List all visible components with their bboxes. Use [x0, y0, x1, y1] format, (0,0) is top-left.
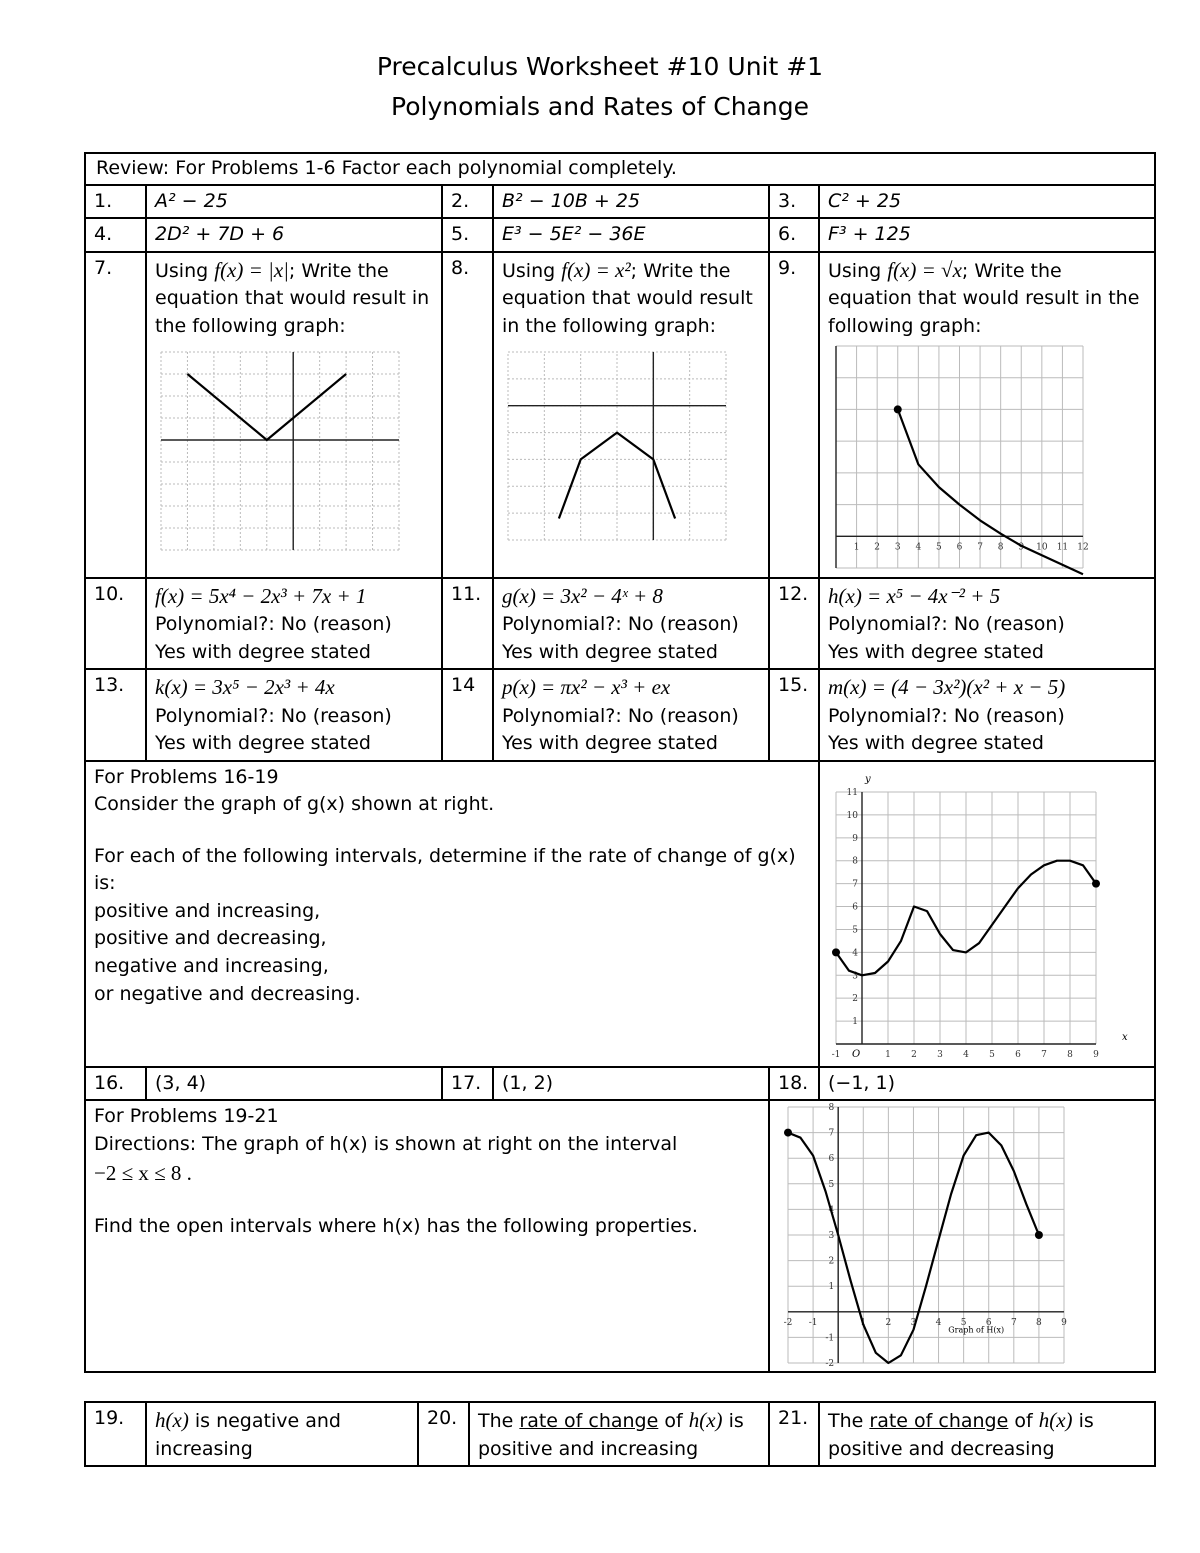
x-tick-label: 3 [937, 1049, 943, 1060]
polynomial-prompt: Polynomial?: No (reason) [155, 704, 392, 727]
factor-expression: C² + 25 [819, 185, 1155, 219]
series-line [898, 410, 1083, 575]
interval: (−1, 1) [819, 1067, 1155, 1101]
problem-9 [819, 252, 1155, 578]
problem-number: 18. [769, 1067, 819, 1101]
polynomial-prompt: Polynomial?: No (reason) [155, 613, 392, 636]
x-tick-label: 11 [1056, 542, 1069, 553]
origin-label: O [852, 1048, 861, 1060]
problem-number: 16. [85, 1067, 146, 1101]
x-tick-label: 4 [935, 1318, 942, 1329]
problem-11 [493, 578, 769, 670]
x-tick-label: -2 [783, 1318, 793, 1329]
x-tick-label: 12 [1077, 542, 1089, 553]
x-tick-label: 7 [1010, 1318, 1017, 1329]
problem-number: 7. [85, 252, 146, 578]
x-tick-label: 7 [977, 542, 983, 553]
polynomial-prompt: Polynomial?: No (reason) [502, 704, 739, 727]
interval-text: For each of the following intervals, determine if the rate of change of g(x) is: [94, 844, 796, 895]
x-tick-label: 6 [985, 1318, 992, 1329]
problem-number: 12. [769, 578, 819, 670]
review-row [85, 153, 1155, 185]
x-tick-label: 9 [1018, 542, 1025, 553]
problem-text: is positive and decreasing [828, 1410, 1094, 1460]
rate-section-h [85, 1100, 1155, 1372]
factor-expression: B² − 10B + 25 [493, 185, 769, 219]
section-heading: For Problems 19-21 [94, 1105, 279, 1128]
polynomial-prompt: Polynomial?: No (reason) [502, 613, 739, 636]
y-tick-label: 5 [852, 925, 858, 936]
parent-function: f(x) = |x| [214, 257, 289, 282]
problem-7 [146, 252, 442, 578]
the-label: The [478, 1410, 514, 1432]
problem-number: 4. [85, 218, 146, 252]
parent-function: f(x) = x² [561, 257, 631, 282]
interval: (1, 2) [493, 1067, 769, 1101]
find-text: Find the open intervals where h(x) has the following properties. [94, 1214, 698, 1237]
problem-number: 6. [769, 218, 819, 252]
y-tick-label: -2 [825, 1359, 835, 1370]
interval: (3, 4) [146, 1067, 442, 1101]
series-line [187, 374, 346, 440]
x-axis-label: x [1122, 1031, 1128, 1043]
option-1: positive and increasing, [94, 899, 321, 922]
x-tick-label: -1 [808, 1318, 818, 1329]
factor-expression: E³ − 5E² − 36E [493, 218, 769, 252]
x-tick-label: 8 [1036, 1318, 1042, 1329]
using-label: Using [828, 259, 882, 282]
of-label: of [1014, 1410, 1033, 1432]
y-tick-label: 7 [828, 1128, 835, 1139]
option-4: or negative and decreasing. [94, 982, 361, 1005]
g-instructions [85, 761, 819, 1067]
option-2: positive and decreasing, [94, 927, 327, 950]
problem-number: 13. [85, 669, 146, 761]
using-label: Using [502, 259, 556, 282]
y-tick-label: 2 [852, 993, 858, 1004]
problem-20 [469, 1402, 769, 1466]
function-expression: f(x) = 5x⁴ − 2x³ + 7x + 1 [155, 583, 367, 608]
using-label: Using [155, 259, 209, 282]
function-name: h(x) [155, 1408, 189, 1432]
problem-text: is positive and increasing [478, 1410, 744, 1460]
y-tick-label: -1 [825, 1333, 835, 1344]
y-tick-label: 8 [852, 856, 858, 867]
function-expression: p(x) = πx² − x³ + ex [502, 675, 671, 700]
x-tick-label: 4 [915, 542, 922, 553]
problem-text: ; Write the equation that would result in the following graph: [828, 259, 1140, 337]
y-tick-label: 8 [828, 1103, 835, 1114]
problem-21 [819, 1402, 1155, 1466]
x-tick-label: -1 [831, 1049, 841, 1060]
parent-function: f(x) = √x [887, 257, 962, 282]
y-tick-label: 10 [846, 810, 858, 821]
function-expression: k(x) = 3x⁵ − 2x³ + 4x [155, 675, 335, 700]
problem-text: is negative and increasing [155, 1410, 341, 1460]
problem-13 [146, 669, 442, 761]
graph-abs [155, 346, 405, 556]
rate-of-change-label: rate of change [869, 1410, 1009, 1432]
x-tick-label: 9 [1093, 1049, 1099, 1060]
problem-number: 17. [442, 1067, 493, 1101]
degree-prompt: Yes with degree stated [502, 732, 718, 755]
section-heading: For Problems 16-19 [94, 765, 279, 788]
h-instructions [85, 1100, 769, 1372]
y-tick-label: 2 [828, 1256, 835, 1267]
y-tick-label: 5 [828, 1180, 835, 1191]
endpoint-dot [1092, 879, 1100, 887]
problem-number: 11. [442, 578, 493, 670]
problem-number: 19. [85, 1402, 146, 1466]
function-name: h(x) [1038, 1408, 1073, 1432]
x-tick-label: 4 [963, 1049, 969, 1060]
x-tick-label: 2 [874, 542, 881, 553]
x-tick-label: 1 [860, 1318, 867, 1329]
y-tick-label: 1 [828, 1282, 835, 1293]
problem-number: 5. [442, 218, 493, 252]
endpoint-dot [1035, 1231, 1043, 1239]
graph-h [770, 1101, 1154, 1369]
h-graph-cell [769, 1100, 1155, 1372]
graph-parabola [502, 346, 732, 546]
y-axis-label: y [865, 773, 871, 785]
problem-number: 8. [442, 252, 493, 578]
x-tick-label: 5 [960, 1318, 967, 1329]
problem-10 [146, 578, 442, 670]
problem-text: ; Write the equation that would result in the following graph: [502, 259, 753, 337]
degree-prompt: Yes with degree stated [502, 640, 718, 663]
worksheet-subtitle: Polynomials and Rates of Change [391, 92, 809, 121]
y-tick-label: 1 [852, 1016, 858, 1027]
polynomial-prompt: Polynomial?: No (reason) [828, 704, 1065, 727]
x-tick-label: 2 [911, 1049, 917, 1060]
problem-14 [493, 669, 769, 761]
final-row-table [84, 1401, 1156, 1467]
rate-section-g [85, 761, 1155, 1067]
y-tick-label: 6 [852, 902, 858, 913]
x-tick-label: 3 [910, 1318, 917, 1329]
problem-number: 1. [85, 185, 146, 219]
x-tick-label: 5 [989, 1049, 995, 1060]
endpoint-dot [784, 1129, 792, 1137]
y-tick-label: 4 [852, 948, 858, 959]
rate-of-change-label: rate of change [519, 1410, 659, 1432]
directions-text: Directions: The graph of h(x) is shown at right on the interval [94, 1132, 678, 1155]
function-name: h(x) [688, 1408, 723, 1432]
y-tick-label: 7 [852, 879, 858, 890]
interval-row [85, 1067, 1155, 1101]
x-tick-label: 9 [1061, 1318, 1067, 1329]
function-expression: h(x) = x⁵ − 4x⁻² + 5 [828, 583, 1001, 608]
problem-number: 15. [769, 669, 819, 761]
x-tick-label: 5 [936, 542, 942, 553]
x-tick-label: 2 [885, 1318, 892, 1329]
y-tick-label: 9 [852, 833, 858, 844]
domain-interval: −2 ≤ x ≤ 8 . [94, 1161, 192, 1186]
function-expression: m(x) = (4 − 3x²)(x² + x − 5) [828, 675, 1066, 700]
factor-expression: A² − 25 [146, 185, 442, 219]
factor-expression: 2D² + 7D + 6 [146, 218, 442, 252]
degree-prompt: Yes with degree stated [155, 640, 371, 663]
polynomial-prompt: Polynomial?: No (reason) [828, 613, 1065, 636]
problem-number: 2. [442, 185, 493, 219]
consider-text: Consider the graph of g(x) shown at right. [94, 793, 495, 816]
review-instruction: Review: For Problems 1-6 Factor each polynomial completely. [85, 153, 1155, 185]
problem-number: 14 [442, 669, 493, 761]
x-tick-label: 10 [1036, 542, 1048, 553]
factor-row-1 [85, 185, 1155, 219]
function-expression: g(x) = 3x² − 4ˣ + 8 [502, 583, 663, 608]
option-3: negative and increasing, [94, 954, 329, 977]
y-tick-label: 3 [852, 970, 858, 981]
problem-text: ; Write the equation that would result in the following graph: [155, 259, 430, 337]
problem-number: 20. [418, 1402, 469, 1466]
degree-prompt: Yes with degree stated [828, 640, 1044, 663]
problem-19 [146, 1402, 418, 1466]
factor-expression: F³ + 125 [819, 218, 1155, 252]
graph-g [820, 762, 1132, 1062]
problem-8 [493, 252, 769, 578]
graph-sqrt [822, 340, 1087, 572]
factor-row-2 [85, 218, 1155, 252]
x-tick-label: 7 [1041, 1049, 1047, 1060]
degree-prompt: Yes with degree stated [828, 732, 1044, 755]
worksheet-title: Precalculus Worksheet #10 Unit #1 [376, 52, 824, 81]
graph-caption: Graph of H(x) [948, 1325, 1005, 1335]
endpoint-dot [894, 406, 902, 414]
x-tick-label: 6 [1015, 1049, 1021, 1060]
x-tick-label: 8 [997, 542, 1004, 553]
y-tick-label: 11 [846, 787, 858, 798]
x-tick-label: 1 [885, 1049, 891, 1060]
problem-15 [819, 669, 1155, 761]
problem-number: 3. [769, 185, 819, 219]
x-tick-label: 8 [1067, 1049, 1073, 1060]
final-row [85, 1402, 1155, 1466]
worksheet-table [84, 152, 1156, 1373]
x-tick-label: 6 [956, 542, 963, 553]
problem-number: 9. [769, 252, 819, 578]
of-label: of [664, 1410, 683, 1432]
g-graph-cell [819, 761, 1155, 1067]
degree-prompt: Yes with degree stated [155, 732, 371, 755]
transform-row [85, 252, 1155, 578]
y-tick-label: 4 [828, 1205, 835, 1216]
problem-number: 21. [769, 1402, 819, 1466]
x-tick-label: 1 [853, 542, 860, 553]
problem-12 [819, 578, 1155, 670]
poly-row-1 [85, 578, 1155, 670]
y-tick-label: 3 [828, 1231, 835, 1242]
endpoint-dot [832, 948, 840, 956]
poly-row-2 [85, 669, 1155, 761]
y-tick-label: 6 [828, 1154, 835, 1165]
x-tick-label: 3 [894, 542, 901, 553]
problem-number: 10. [85, 578, 146, 670]
the-label: The [828, 1410, 864, 1432]
